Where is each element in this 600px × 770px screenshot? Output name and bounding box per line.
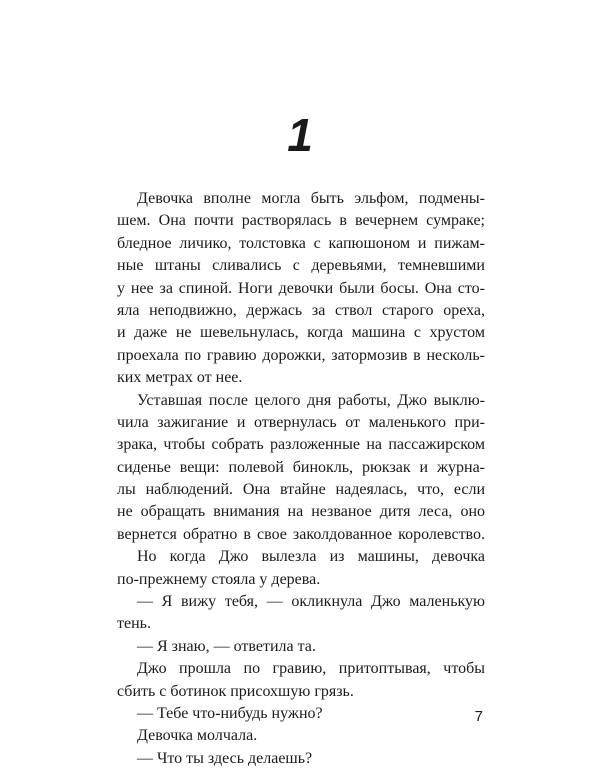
text-line: яла неподвижно, держась за ствол старого ореха, xyxy=(117,301,485,319)
page-number: 7 xyxy=(474,708,483,725)
text-line: ные штаны сливались с деревьями, темневшими xyxy=(117,257,485,275)
text-line: лы наблюдений. Она втайне надеялась, что, если xyxy=(117,481,485,499)
text-line: сиденье вещи: полевой бинокль, рюкзак и журна- xyxy=(117,458,485,476)
text-line: по-прежнему стояла у дерева. xyxy=(117,570,321,588)
text-line: шем. Она почти растворялась в вечернем сумраке; xyxy=(117,212,485,230)
text-line: бледное личико, толстовка с капюшоном и пижам- xyxy=(117,234,485,252)
text-line: тень. xyxy=(117,615,151,633)
text-line: ких метрах от нее. xyxy=(117,369,243,387)
text-line: вернется обратно в свое заколдованное королевство. xyxy=(117,525,485,543)
text-line: зрака, чтобы собрать разложенные на пассажирском xyxy=(117,436,485,454)
chapter-number: 1 xyxy=(287,109,313,161)
text-line: проехала по гравию дорожки, затормозив в несколь- xyxy=(117,346,485,364)
text-line: у нее за спиной. Ноги девочки были босы. Она сто- xyxy=(117,279,485,297)
text-line: Джо прошла по гравию, притоптывая, чтобы xyxy=(137,660,485,678)
text-line: и даже не шевельнулась, когда машина с хрустом xyxy=(117,324,485,342)
text-line: Уставшая после целого дня работы, Джо выклю- xyxy=(137,391,485,409)
text-line: — Тебе что-нибудь нужно? xyxy=(137,704,323,722)
text-line: — Я знаю, — ответила та. xyxy=(137,637,316,655)
text-line: Девочка молчала. xyxy=(137,727,258,745)
text-line: — Я вижу тебя, — окликнула Джо маленькую xyxy=(137,593,485,611)
text-line: сбить с ботинок присохшую грязь. xyxy=(117,682,354,700)
text-line: Девочка вполне могла быть эльфом, подмены- xyxy=(137,190,485,207)
text-line: чила зажигание и отвернулась от маленького при- xyxy=(117,413,485,431)
text-line: — Что ты здесь делаешь? xyxy=(137,749,313,767)
text-line: Но когда Джо вылезла из машины, девочка xyxy=(137,548,485,566)
body-text xyxy=(117,188,485,770)
text-line: не обращать внимания на незваное дитя леса, оно xyxy=(117,503,485,521)
